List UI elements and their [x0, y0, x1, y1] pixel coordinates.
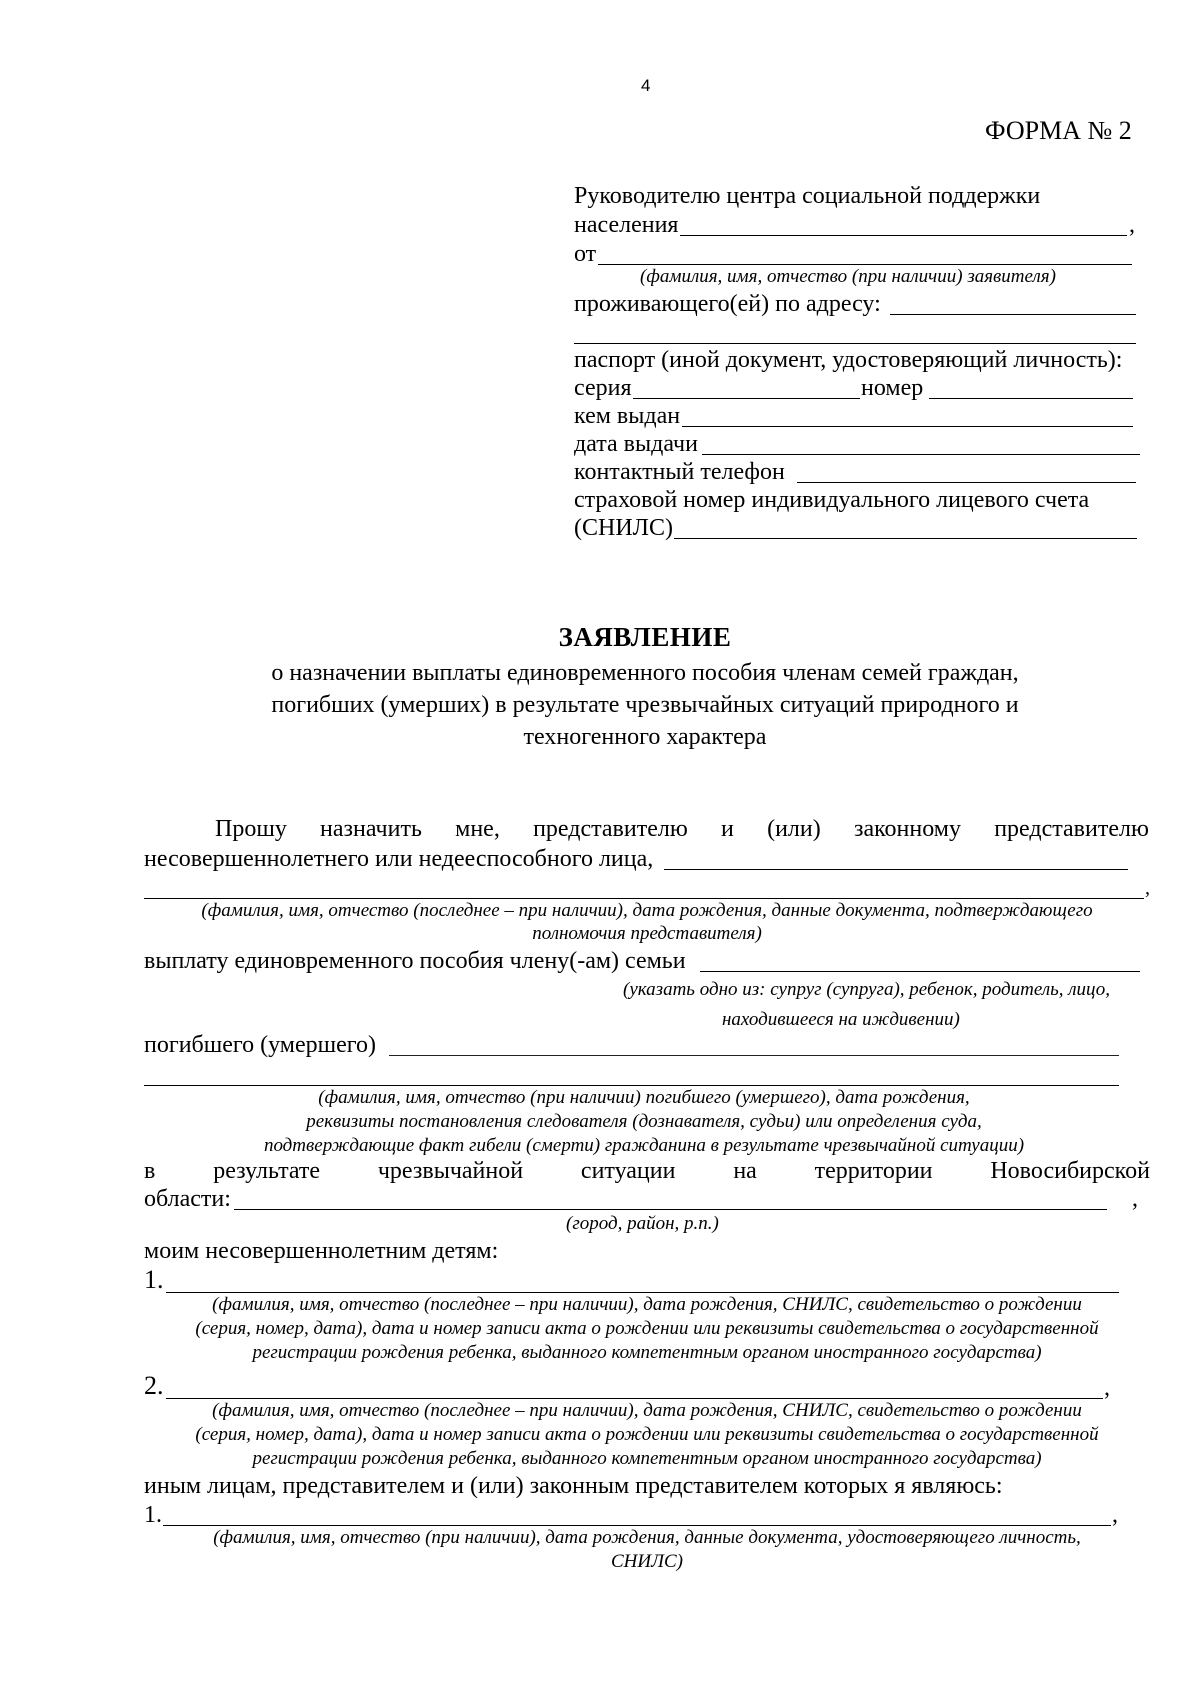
- children-label: моим несовершеннолетним детям:: [144, 1238, 499, 1264]
- region-word: Новосибирской: [990, 1158, 1150, 1184]
- applicant-name-field[interactable]: [598, 264, 1132, 265]
- child-2-hint-1: (фамилия, имя, отчество (последнее – при наличии), дата рождения, СНИЛС, свидетельство о рождении: [212, 1400, 1082, 1421]
- applicant-name-hint: (фамилия, имя, отчество (при наличии) заявителя): [640, 266, 1056, 287]
- series-label: серия: [574, 375, 632, 401]
- comma: ,: [1145, 877, 1150, 899]
- address-label: проживающего(ей) по адресу:: [574, 291, 881, 317]
- snils-field[interactable]: [674, 538, 1137, 539]
- request-line-2: несовершеннолетнего или недееспособного лица,: [144, 846, 654, 872]
- region-word: результате: [213, 1158, 321, 1184]
- representative-field[interactable]: [664, 869, 1128, 870]
- region-word: на: [733, 1158, 757, 1184]
- comma: ,: [1129, 212, 1135, 238]
- family-member-field[interactable]: [700, 971, 1140, 972]
- issue-date-field[interactable]: [702, 454, 1140, 455]
- region-hint: (город, район, р.п.): [566, 1213, 719, 1234]
- region-word: ситуации: [580, 1158, 676, 1184]
- others-hint-2: СНИЛС): [611, 1551, 683, 1572]
- phone-label: контактный телефон: [574, 459, 785, 485]
- child-1-field[interactable]: [166, 1292, 1119, 1293]
- request-word: и: [721, 816, 734, 842]
- deceased-field-2[interactable]: [144, 1085, 1119, 1086]
- deceased-field[interactable]: [389, 1055, 1119, 1056]
- subtitle-line-3: техногенного характера: [523, 724, 767, 750]
- form-label: ФОРМА № 2: [985, 116, 1132, 145]
- child-2-field[interactable]: [166, 1398, 1103, 1399]
- population-field[interactable]: [680, 235, 1127, 236]
- others-item-number: 1.: [144, 1502, 162, 1528]
- passport-label: паспорт (иной документ, удостоверяющий личность):: [574, 347, 1123, 373]
- comma: ,: [1112, 1502, 1118, 1528]
- region-word: территории: [814, 1158, 933, 1184]
- region-field[interactable]: [234, 1209, 1107, 1210]
- from-label: от: [574, 241, 597, 267]
- comma: ,: [1132, 1186, 1138, 1212]
- address-field[interactable]: [890, 314, 1136, 315]
- child-1-hint-2: (серия, номер, дата), дата и номер записи акта о рождении или реквизиты свидетельства о государственной: [195, 1318, 1099, 1339]
- population-label: населения: [574, 212, 679, 238]
- document-title: ЗАЯВЛЕНИЕ: [558, 622, 732, 652]
- phone-field[interactable]: [797, 482, 1136, 483]
- other-person-field[interactable]: [163, 1525, 1111, 1526]
- region-word: чрезвычайной: [377, 1158, 524, 1184]
- child-1-hint-1: (фамилия, имя, отчество (последнее – при наличии), дата рождения, СНИЛС, свидетельство о рождении: [212, 1294, 1082, 1315]
- region-word: в: [144, 1158, 156, 1184]
- request-word: (или): [767, 816, 821, 842]
- others-hint-1: (фамилия, имя, отчество (при наличии), дата рождения, данные документа, удостоверяющего личность,: [213, 1527, 1081, 1548]
- request-word: назначить: [320, 816, 422, 842]
- request-word: представителю: [533, 816, 688, 842]
- region-line: [144, 1157, 1150, 1185]
- issued-by-field[interactable]: [682, 426, 1133, 427]
- deceased-hint-2: реквизиты постановления следователя (дознавателя, судьи) или определения суда,: [306, 1111, 982, 1132]
- number-field[interactable]: [929, 398, 1133, 399]
- child-item-number: 2.: [144, 1371, 164, 1400]
- subtitle-line-2: погибших (умерших) в результате чрезвычайных ситуаций природного и: [271, 692, 1019, 718]
- others-label: иным лицам, представителем и (или) законным представителем которых я являюсь:: [144, 1473, 1003, 1499]
- child-1-hint-3: регистрации рождения ребенка, выданного компетентным органом иностранного государства): [252, 1342, 1042, 1363]
- representative-hint-1: (фамилия, имя, отчество (последнее – при наличии), дата рождения, данные документа, подтверждающего: [201, 900, 1093, 921]
- family-hint-1: (указать одно из: супруг (супруга), ребенок, родитель, лицо,: [623, 979, 1111, 1000]
- family-label: выплату единовременного пособия члену(-ам) семьи: [144, 948, 686, 974]
- series-field[interactable]: [633, 398, 860, 399]
- family-hint-2: находившееся на иждивении): [722, 1009, 960, 1030]
- number-label: номер: [861, 375, 924, 401]
- deceased-hint-1: (фамилия, имя, отчество (при наличии) погибшего (умершего), дата рождения,: [318, 1087, 970, 1108]
- region-label: области:: [144, 1186, 231, 1212]
- comma: ,: [1104, 1375, 1110, 1401]
- request-word: законному: [853, 816, 961, 842]
- address-field-2[interactable]: [574, 343, 1136, 344]
- deceased-label: погибшего (умершего): [144, 1032, 377, 1058]
- snils-title: страховой номер индивидуального лицевого счета: [574, 487, 1090, 513]
- issue-date-label: дата выдачи: [574, 431, 698, 457]
- request-line-1: [215, 815, 1149, 843]
- issued-by-label: кем выдан: [574, 403, 681, 429]
- deceased-hint-3: подтверждающие факт гибели (смерти) гражданина в результате чрезвычайной ситуации): [263, 1135, 1025, 1156]
- subtitle-line-1: о назначении выплаты единовременного пособия членам семей граждан,: [271, 660, 1019, 686]
- child-2-hint-3: регистрации рождения ребенка, выданного компетентным органом иностранного государства): [252, 1448, 1042, 1469]
- request-word: представителю: [994, 816, 1149, 842]
- child-item-number: 1.: [144, 1265, 164, 1294]
- snils-label: (СНИЛС): [574, 515, 673, 541]
- page-number: 4: [641, 76, 651, 95]
- request-word: Прошу: [215, 816, 287, 842]
- request-word: мне,: [455, 816, 500, 842]
- representative-hint-2: полномочия представителя): [532, 923, 762, 944]
- representative-field-2[interactable]: [144, 898, 1144, 899]
- child-2-hint-2: (серия, номер, дата), дата и номер записи акта о рождении или реквизиты свидетельства о государственной: [195, 1424, 1099, 1445]
- addressee-title: Руководителю центра социальной поддержки: [574, 183, 1041, 209]
